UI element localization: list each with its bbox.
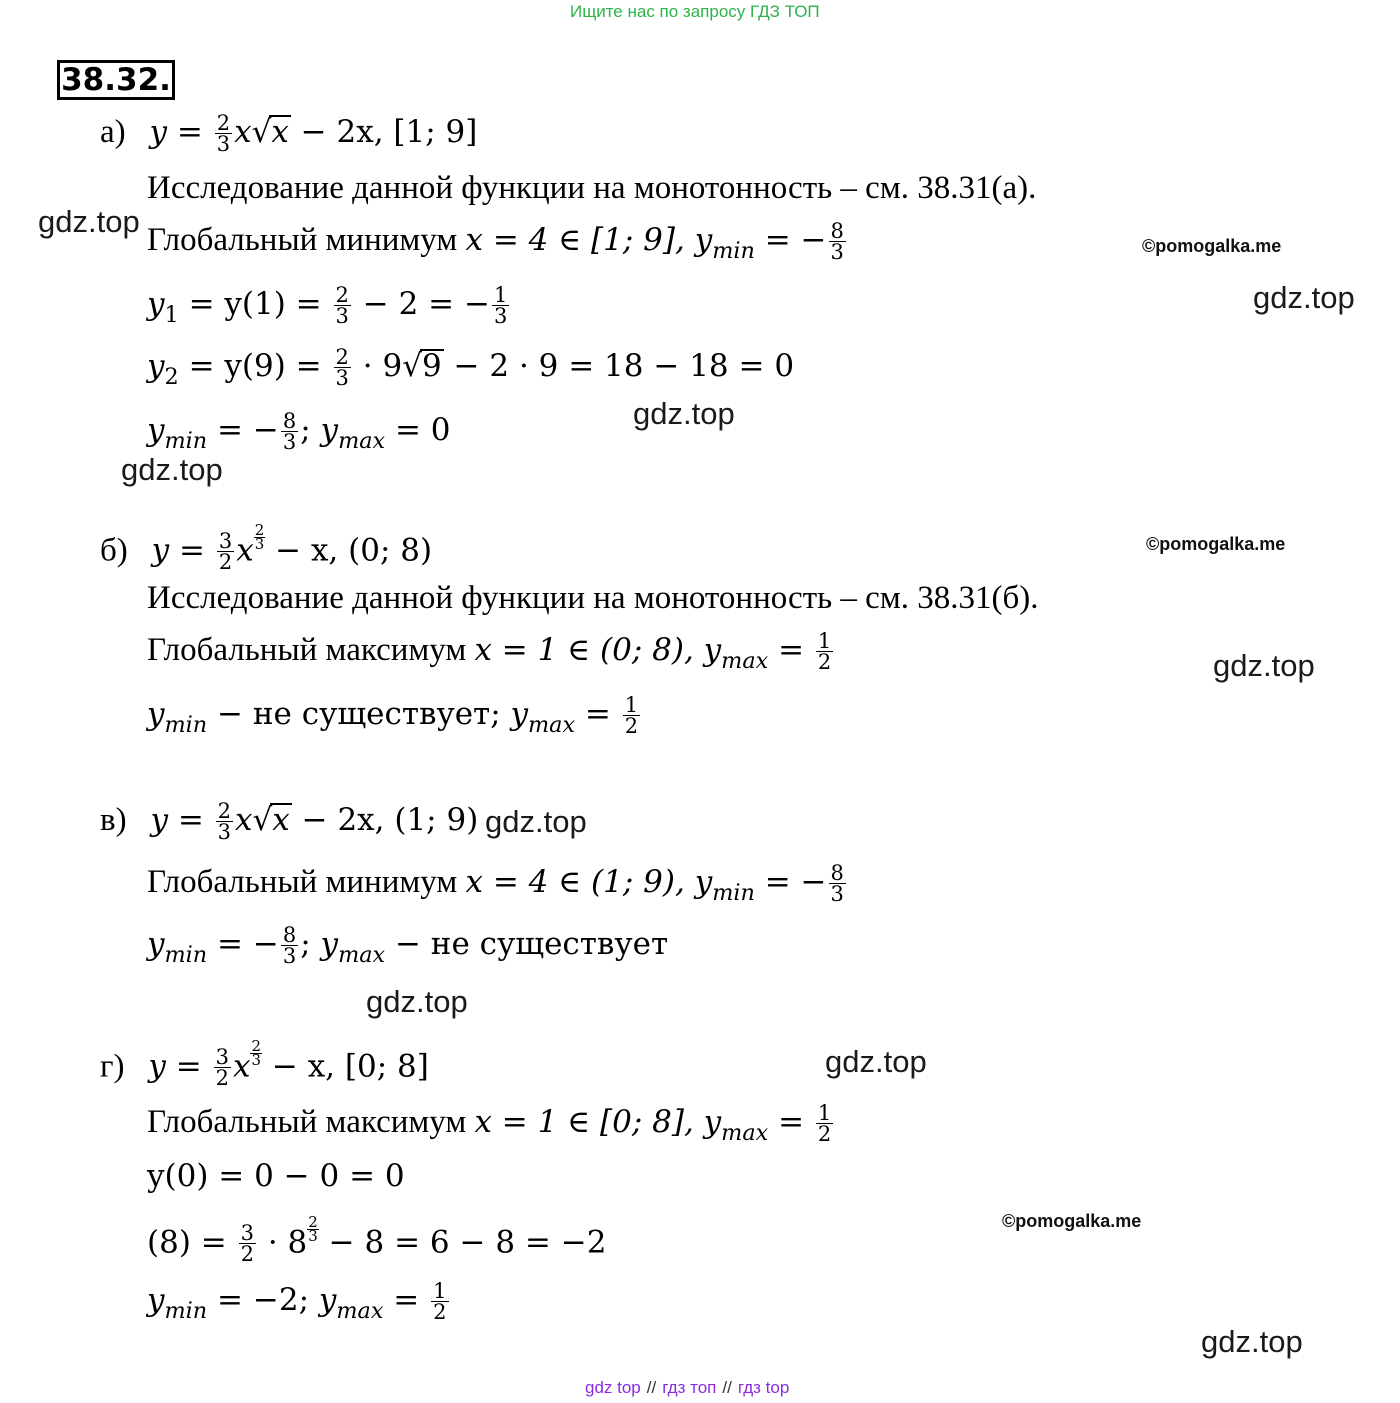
task-number: 38.32. [57,60,175,100]
part-c-global-min: Глобальный минимум x = 4 ∈ (1; 9), $y_{min}$ = − $\frac{8}{3}$ [147,861,844,906]
part-label: а) [100,114,126,150]
part-c-result: $y_{min}$ = − $\frac{8}{3}$ ; $y_{max}$ − не существует [147,923,669,968]
fraction: $\frac{3}{2}$ [215,1045,229,1091]
part-a-result: $y_{min}$ = − $\frac{8}{3}$ ; $y_{max} = 0$ [147,409,451,454]
fraction: $\frac{1}{2}$ [817,1101,832,1146]
fraction: $\frac{2}{3}$ [335,345,349,390]
watermark-gdz: gdz.top [38,204,140,239]
watermark-gdz: gdz.top [1213,648,1315,683]
watermark-gdz: gdz.top [485,804,587,839]
footer-link[interactable]: гдз топ [662,1378,717,1397]
fraction: $\frac{2}{3}$ [335,283,349,328]
exponent-fraction: $\frac{2}{3}$ [308,1213,318,1245]
watermark-copyright: ©pomogalka.me [1002,1211,1142,1231]
header-link[interactable]: Ищите нас по запросу ГДЗ ТОП [570,2,820,21]
watermark-gdz: gdz.top [1201,1324,1303,1359]
watermark-copyright: ©pomogalka.me [1142,236,1282,256]
fraction: $\frac{1}{2}$ [817,629,832,674]
fraction: $\frac{1}{2}$ [433,1279,447,1324]
fraction: $\frac{3}{2}$ [240,1221,254,1267]
part-b-global-max: Глобальный максимум x = 1 ∈ (0; 8), $y_{max}$ = $\frac{1}{2}$ [147,629,832,674]
fraction: $\frac{1}{2}$ [624,693,639,738]
fraction: $\frac{8}{3}$ [282,923,297,968]
part-d-result: $y_{min} = -2$; $y_{max}$ = $\frac{1}{2}$ [147,1279,447,1324]
part-a-equation: а) y = $\frac{2}{3}$ x√x − 2x, [1; 9] [100,111,478,156]
part-label: г) [100,1048,125,1085]
part-b-equation: б) y = $\frac{3}{2}$ x $\frac{2}{3}$ − x, (0; 8) [100,521,433,575]
exponent-fraction: $\frac{2}{3}$ [251,1037,262,1069]
fraction: $\frac{8}{3}$ [282,409,297,454]
fraction: $\frac{8}{3}$ [830,861,844,906]
part-a-global-min: Глобальный минимум x = 4 ∈ [1; 9], $y_{min}$ = − $\frac{8}{3}$ [147,219,844,264]
footer-link[interactable]: gdz top [585,1378,641,1397]
fraction: $\frac{2}{3}$ [217,799,232,844]
fraction: $\frac{2}{3}$ [216,111,231,156]
part-a-text: Исследование данной функции на монотонность – см. 38.31(а). [147,170,1037,206]
part-c-equation: в) y = $\frac{2}{3}$ x√x − 2x, (1; 9) [100,799,479,844]
exponent-fraction: $\frac{2}{3}$ [254,521,265,553]
watermark-gdz: gdz.top [366,984,468,1019]
watermark-gdz: gdz.top [1253,280,1355,315]
sqrt-symbol: √ [251,114,272,150]
part-b-text: Исследование данной функции на монотонность – см. 38.31(б). [147,580,1039,616]
part-d-y8: (8) = $\frac{3}{2}$ · 8 $\frac{2}{3}$ − 8 = 6 − 8 = −2 [147,1213,607,1267]
watermark-gdz: gdz.top [825,1044,927,1079]
part-label: б) [100,532,128,569]
fraction: $\frac{8}{3}$ [830,219,844,264]
part-a-y2: $y_2 = y(9)$ = $\frac{2}{3}$ · 9√9 − 2 · 9 = 18 − 18 = 0 [147,345,795,390]
fraction: $\frac{1}{3}$ [493,283,508,328]
fraction: $\frac{3}{2}$ [218,529,233,575]
part-a-y1: $y_1 = y(1)$ = $\frac{2}{3}$ − 2 = − $\frac{1}{3}$ [147,283,508,328]
watermark-gdz: gdz.top [121,452,223,487]
footer-links: gdz top // гдз топ // гдз top [585,1378,790,1397]
watermark-gdz: gdz.top [633,396,735,431]
part-d-global-max: Глобальный максимум x = 1 ∈ [0; 8], $y_{max}$ = $\frac{1}{2}$ [147,1101,832,1146]
part-label: в) [100,802,127,838]
part-d-equation: г) y = $\frac{3}{2}$ x $\frac{2}{3}$ − x, [0; 8] [100,1037,429,1091]
footer-link[interactable]: гдз top [737,1378,790,1397]
part-b-result: $y_{min}$ − не существует; $y_{max}$ = $\frac{1}{2}$ [147,693,639,738]
watermark-copyright: ©pomogalka.me [1146,534,1286,554]
part-d-y0: y(0) = 0 − 0 = 0 [147,1158,405,1194]
